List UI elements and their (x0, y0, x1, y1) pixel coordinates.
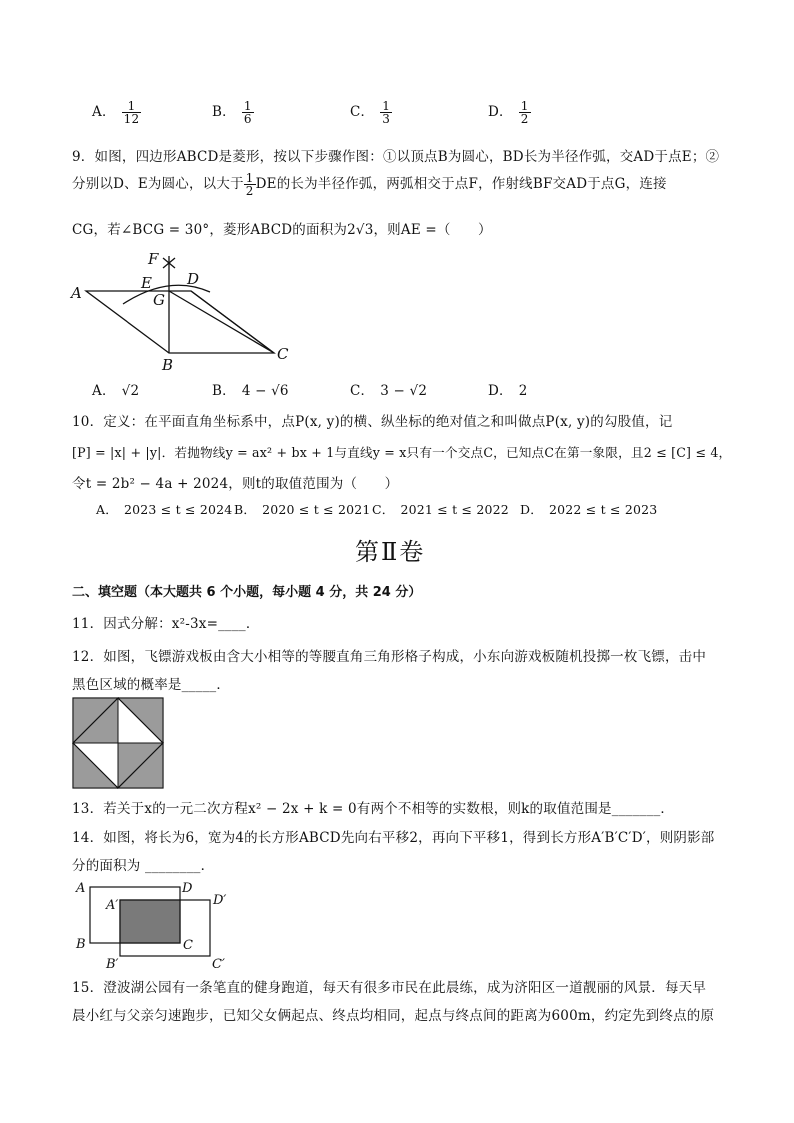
q15-line-2: 晨小红与父亲匀速跑步，已知父女俩起点、终点均相同，起点与终点间的距离为600m，约定先到终点的原 (72, 1008, 715, 1024)
q9-line-1: 9．如图，四边形ABCD是菱形，按以下步骤作图：①以顶点B为圆心，BD长为半径作弧，交AD于点E；② (72, 149, 720, 165)
label-a2: A′ (106, 898, 119, 913)
q8-option-c (350, 100, 392, 125)
q14-line-1: 14．如图，将长为6，宽为4的长方形ABCD先向右平移2，再向下平移1，得到长方形A′B′C′D′，则阴影部 (72, 830, 715, 846)
q9-line-2a: 分别以D、E为圆心，以大于 (72, 176, 244, 192)
label-a: A (76, 881, 86, 896)
q10-option-b: B． 2020 ≤ t ≤ 2021 (234, 502, 371, 517)
q12-dart-board (72, 697, 164, 789)
label-f: F (148, 250, 159, 268)
label-a: A (71, 284, 82, 302)
q8-option-b-fraction: $\frac{1}{6}$ (243, 99, 252, 126)
arc-ed (123, 285, 210, 304)
q9-line-3: CG，若∠BCG = 30°，菱形ABCD的面积为2√3，则AE =（ ） (72, 222, 492, 238)
section-title: 第Ⅱ卷 (355, 538, 426, 566)
label-g: G (153, 291, 165, 309)
q12-line-2: 黑色区域的概率是_____． (72, 677, 231, 693)
q9-rhombus-figure (66, 244, 306, 374)
q8-option-d-fraction: $\frac{1}{2}$ (520, 99, 529, 126)
segment-bd (191, 291, 274, 353)
q8-option-c-fraction: $\frac{1}{3}$ (382, 99, 391, 126)
label-b: B (162, 356, 174, 374)
label-c: C (277, 345, 289, 363)
label-c2: C′ (212, 957, 225, 970)
q8-option-a (92, 100, 141, 125)
q9-option-c: C． 3 − √2 (350, 383, 428, 399)
section-heading: 二、填空题（本大题共 6 个小题，每小题 4 分，共 24 分） (72, 585, 422, 600)
label-e: E (141, 274, 152, 292)
q9-line-2b: DE的长为半径作弧，两弧相交于点F，作射线BF交AD于点G，连接 (255, 176, 667, 192)
q8-option-d (488, 100, 531, 125)
q9-half-fraction: $\frac{1}{2}$ (245, 171, 254, 198)
label-d2: D′ (213, 893, 227, 908)
q14-rectangle-figure (70, 878, 240, 970)
q9-option-a: A． √2 (92, 383, 140, 399)
rhombus-abcd (86, 291, 274, 353)
q10-line-2: [P] = |x| + |y|．若抛物线y = ax² + bx + 1与直线y = x只有一个交点C，已知点C在第一象限，且2 ≤ [C] ≤ 4， (72, 445, 732, 460)
q8-option-a-fraction: $\frac{1}{12}$ (123, 99, 140, 126)
overlap-shaded (120, 900, 180, 943)
label-d: D (182, 881, 193, 896)
q8-option-b-label: B． (212, 104, 236, 120)
label-b: B (76, 937, 86, 952)
q8-option-b (212, 100, 254, 125)
label-d: D (187, 270, 200, 288)
q9-option-b: B． 4 − √6 (212, 383, 289, 399)
q9-option-d: D． 2 (488, 383, 528, 399)
q8-option-d-label: D． (488, 104, 513, 120)
label-b2: B′ (106, 957, 119, 970)
segment-cg (169, 291, 274, 353)
q10-line-3: 令t = 2b² − 4a + 2024，则t的取值范围为（ ） (72, 476, 399, 492)
q10-option-d: D． 2022 ≤ t ≤ 2023 (520, 502, 658, 517)
q12-line-1: 12．如图，飞镖游戏板由含大小相等的等腰直角三角形格子构成，小东向游戏板随机投掷一枚飞镖，击中 (72, 649, 707, 665)
q14-line-2: 分的面积为 ________． (72, 858, 215, 874)
q13-text: 13．若关于x的一元二次方程x² − 2x + k = 0有两个不相等的实数根，则k的取值范围是_______． (72, 801, 675, 817)
q15-line-1: 15．澄波湖公园有一条笔直的健身跑道，每天有很多市民在此晨练，成为济阳区一道靓丽的风景．每天早 (72, 980, 707, 996)
q8-option-c-label: C． (350, 104, 375, 120)
q10-line-1: 10．定义：在平面直角坐标系中，点P(x, y)的横、纵坐标的绝对值之和叫做点P(x, y)的勾股值，记 (72, 414, 673, 430)
q10-option-a: A． 2023 ≤ t ≤ 2024 (96, 502, 233, 517)
q8-option-a-label: A． (92, 104, 116, 120)
q10-option-c: C． 2021 ≤ t ≤ 2022 (372, 502, 509, 517)
q9-line-2 (72, 172, 667, 197)
q11-text: 11．因式分解：x²-3x=____． (72, 616, 260, 632)
label-c: C (183, 938, 193, 953)
